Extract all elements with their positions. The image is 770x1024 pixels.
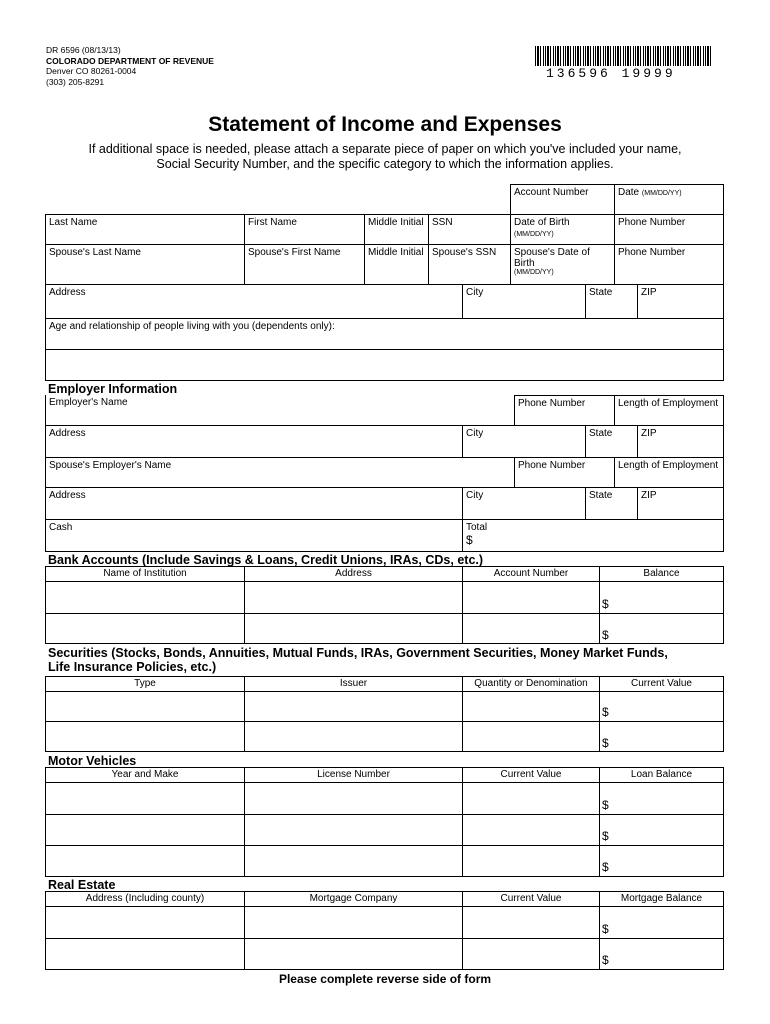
subtitle-line-2: Social Security Number, and the specific category to which the information applies. — [156, 157, 614, 171]
spouse-ssn-field[interactable] — [428, 244, 511, 285]
spouse-phone-label: Phone Number — [618, 247, 686, 258]
securities-row-2-issuer[interactable] — [244, 721, 463, 752]
dependents-label: Age and relationship of people living with you (dependents only): — [49, 321, 335, 332]
city-label: City — [466, 287, 484, 298]
securities-heading — [48, 646, 668, 674]
barcode — [535, 46, 713, 66]
phone-field[interactable] — [614, 214, 724, 245]
spouse-last-name-field[interactable] — [45, 244, 245, 285]
spouse-employer-zip-label: ZIP — [641, 490, 657, 501]
vehicles-row-2-license[interactable] — [244, 814, 463, 846]
vehicles-col-license: License Number — [244, 767, 463, 783]
vehicles-row-1-license[interactable] — [244, 782, 463, 815]
securities-heading-line-2: Life Insurance Policies, etc.) — [48, 660, 217, 674]
employer-zip-field[interactable] — [637, 425, 724, 458]
real-estate-row-1-address[interactable] — [45, 906, 245, 939]
securities-row-2-dollar: $ — [602, 736, 609, 750]
date-field[interactable] — [614, 184, 724, 215]
real-estate-row-1-mortgage-company[interactable] — [244, 906, 463, 939]
cash-label: Cash — [49, 522, 73, 533]
vehicles-row-1-year-make[interactable] — [45, 782, 245, 815]
account-number-label: Account Number — [514, 187, 589, 198]
first-name-field[interactable] — [244, 214, 365, 245]
real-estate-heading: Real Estate — [48, 878, 116, 892]
spouse-employer-city-field[interactable] — [462, 487, 586, 520]
employer-heading: Employer Information — [48, 382, 178, 396]
spouse-dob-label: Spouse's Date of Birth — [514, 247, 590, 269]
form-number: DR 6596 (08/13/13) — [46, 45, 121, 55]
spouse-employer-zip-field[interactable] — [637, 487, 724, 520]
bank-heading: Bank Accounts (Include Savings & Loans, Credit Unions, IRAs, CDs, etc.) — [48, 553, 484, 567]
spouse-employer-state-label: State — [589, 490, 613, 501]
bank-col-address: Address — [244, 566, 463, 582]
ssn-label: SSN — [432, 217, 453, 228]
securities-row-1-dollar: $ — [602, 705, 609, 719]
bank-col-balance: Balance — [599, 566, 724, 582]
vehicles-col-value: Current Value — [462, 767, 600, 783]
spouse-employer-length-field[interactable] — [614, 457, 724, 488]
bank-row-2-institution[interactable] — [45, 613, 245, 644]
first-name-label: First Name — [248, 217, 297, 228]
employer-length-label: Length of Employment — [618, 398, 719, 409]
vehicles-heading: Motor Vehicles — [48, 754, 137, 768]
employer-name-label: Employer's Name — [49, 397, 128, 408]
bank-row-2-balance[interactable] — [599, 613, 724, 644]
last-name-label: Last Name — [49, 217, 98, 228]
state-field[interactable] — [585, 284, 638, 319]
total-field[interactable] — [462, 519, 724, 552]
spouse-dob-format: (MM/DD/YY) — [514, 269, 554, 276]
bank-row-1-balance[interactable] — [599, 581, 724, 614]
securities-row-1-type[interactable] — [45, 691, 245, 722]
bank-row-2-dollar: $ — [602, 628, 609, 642]
securities-col-issuer: Issuer — [244, 676, 463, 692]
vehicles-row-2-value[interactable] — [462, 814, 600, 846]
ssn-field[interactable] — [428, 214, 511, 245]
real-estate-col-mortgage-company: Mortgage Company — [244, 891, 463, 907]
vehicles-row-2-year-make[interactable] — [45, 814, 245, 846]
bank-row-1-institution[interactable] — [45, 581, 245, 614]
spouse-employer-phone-label: Phone Number — [518, 460, 586, 471]
spouse-employer-state-field[interactable] — [585, 487, 638, 520]
employer-city-field[interactable] — [462, 425, 586, 458]
spouse-first-name-field[interactable] — [244, 244, 365, 285]
city-field[interactable] — [462, 284, 586, 319]
real-estate-row-2-address[interactable] — [45, 938, 245, 970]
footer-note: Please complete reverse side of form — [278, 972, 492, 986]
date-label: Date — [618, 187, 640, 198]
form-header — [46, 45, 214, 87]
middle-initial-field[interactable] — [364, 214, 429, 245]
vehicles-row-2-loan[interactable] — [599, 814, 724, 846]
bank-col-account: Account Number — [462, 566, 600, 582]
employer-zip-label: ZIP — [641, 428, 657, 439]
employer-phone-field[interactable] — [514, 395, 615, 426]
securities-row-2-type[interactable] — [45, 721, 245, 752]
cash-field[interactable] — [45, 519, 463, 552]
department-city: Denver CO 80261-0004 — [46, 66, 137, 76]
employer-state-field[interactable] — [585, 425, 638, 458]
securities-col-type: Type — [45, 676, 245, 692]
spouse-employer-length-label: Length of Employment — [618, 460, 719, 471]
address-label: Address — [49, 287, 86, 298]
securities-heading-line-1: Securities (Stocks, Bonds, Annuities, Mutual Funds, IRAs, Government Securities, Money Market Funds, — [48, 646, 668, 660]
spouse-employer-address-field[interactable] — [45, 487, 463, 520]
address-field[interactable] — [45, 284, 463, 319]
vehicles-row-1-loan[interactable] — [599, 782, 724, 815]
real-estate-row-2-mortgage-balance[interactable] — [599, 938, 724, 970]
dob-format: (MM/DD/YY) — [514, 231, 554, 238]
middle-initial-label: Middle Initial — [368, 217, 424, 228]
bank-row-1-dollar: $ — [602, 597, 609, 611]
dob-field[interactable] — [510, 214, 615, 245]
securities-row-1-issuer[interactable] — [244, 691, 463, 722]
vehicles-col-year-make: Year and Make — [45, 767, 245, 783]
spouse-first-name-label: Spouse's First Name — [248, 247, 341, 258]
bank-row-2-account[interactable] — [462, 613, 600, 644]
vehicles-row-3-value[interactable] — [462, 845, 600, 877]
spouse-employer-name-label: Spouse's Employer's Name — [49, 460, 172, 471]
employer-name-field[interactable] — [45, 395, 515, 426]
real-estate-col-address: Address (Including county) — [45, 891, 245, 907]
spouse-employer-name-field[interactable] — [45, 457, 515, 488]
employer-length-field[interactable] — [614, 395, 724, 426]
spouse-middle-initial-field[interactable] — [364, 244, 429, 285]
securities-col-value: Current Value — [599, 676, 724, 692]
real-estate-col-mortgage-balance: Mortgage Balance — [599, 891, 724, 907]
vehicles-row-3-license[interactable] — [244, 845, 463, 877]
securities-row-1-value[interactable] — [599, 691, 724, 722]
total-dollar-sign: $ — [466, 533, 473, 547]
bank-row-2-address[interactable] — [244, 613, 463, 644]
vehicles-row-3-loan[interactable] — [599, 845, 724, 877]
vehicles-col-loan: Loan Balance — [599, 767, 724, 783]
vehicles-row-3-year-make[interactable] — [45, 845, 245, 877]
barcode-number: 136596 19999 — [546, 66, 676, 81]
state-label: State — [589, 287, 613, 298]
date-format: (MM/DD/YY) — [641, 190, 682, 197]
employer-city-label: City — [466, 428, 484, 439]
dependents-field[interactable] — [45, 318, 724, 350]
real-estate-row-1-mortgage-balance[interactable] — [599, 906, 724, 939]
spouse-employer-address-label: Address — [49, 490, 86, 501]
securities-row-1-quantity[interactable] — [462, 691, 600, 722]
real-estate-row-2-mortgage-company[interactable] — [244, 938, 463, 970]
last-name-field[interactable] — [45, 214, 245, 245]
bank-col-institution: Name of Institution — [45, 566, 245, 582]
page-title: Statement of Income and Expenses — [208, 113, 562, 136]
spouse-ssn-label: Spouse's SSN — [432, 247, 497, 258]
department-name: COLORADO DEPARTMENT OF REVENUE — [46, 55, 214, 66]
securities-row-2-quantity[interactable] — [462, 721, 600, 752]
department-phone: (303) 205-8291 — [46, 76, 105, 87]
page-subtitle — [60, 142, 710, 172]
securities-col-quantity: Quantity or Denomination — [462, 676, 600, 692]
spouse-last-name-label: Spouse's Last Name — [49, 247, 141, 258]
employer-address-field[interactable] — [45, 425, 463, 458]
zip-label: ZIP — [641, 287, 657, 298]
vehicles-row-1-value[interactable] — [462, 782, 600, 815]
spouse-middle-initial-label: Middle Initial — [368, 247, 424, 258]
spouse-dob-field[interactable] — [510, 244, 615, 285]
vehicles-row-3-dollar: $ — [602, 860, 609, 874]
vehicles-row-1-dollar: $ — [602, 798, 609, 812]
bank-row-1-account[interactable] — [462, 581, 600, 614]
bank-row-1-address[interactable] — [244, 581, 463, 614]
employer-state-label: State — [589, 428, 613, 439]
spouse-employer-city-label: City — [466, 490, 484, 501]
account-number-field[interactable] — [510, 184, 615, 215]
dob-label: Date of Birth — [514, 217, 570, 228]
real-estate-row-2-value[interactable] — [462, 938, 600, 970]
spouse-phone-field[interactable] — [614, 244, 724, 285]
dependents-field-2[interactable] — [45, 349, 724, 381]
zip-field[interactable] — [637, 284, 724, 319]
phone-label: Phone Number — [618, 217, 686, 228]
spouse-employer-phone-field[interactable] — [514, 457, 615, 488]
real-estate-row-2-dollar: $ — [602, 953, 609, 967]
real-estate-row-1-dollar: $ — [602, 922, 609, 936]
vehicles-row-2-dollar: $ — [602, 829, 609, 843]
securities-row-2-value[interactable] — [599, 721, 724, 752]
total-label: Total — [466, 522, 488, 533]
subtitle-line-1: If additional space is needed, please attach a separate piece of paper on which you've included your name, — [88, 142, 682, 156]
employer-address-label: Address — [49, 428, 86, 439]
employer-phone-label: Phone Number — [518, 398, 586, 409]
real-estate-col-value: Current Value — [462, 891, 600, 907]
real-estate-row-1-value[interactable] — [462, 906, 600, 939]
